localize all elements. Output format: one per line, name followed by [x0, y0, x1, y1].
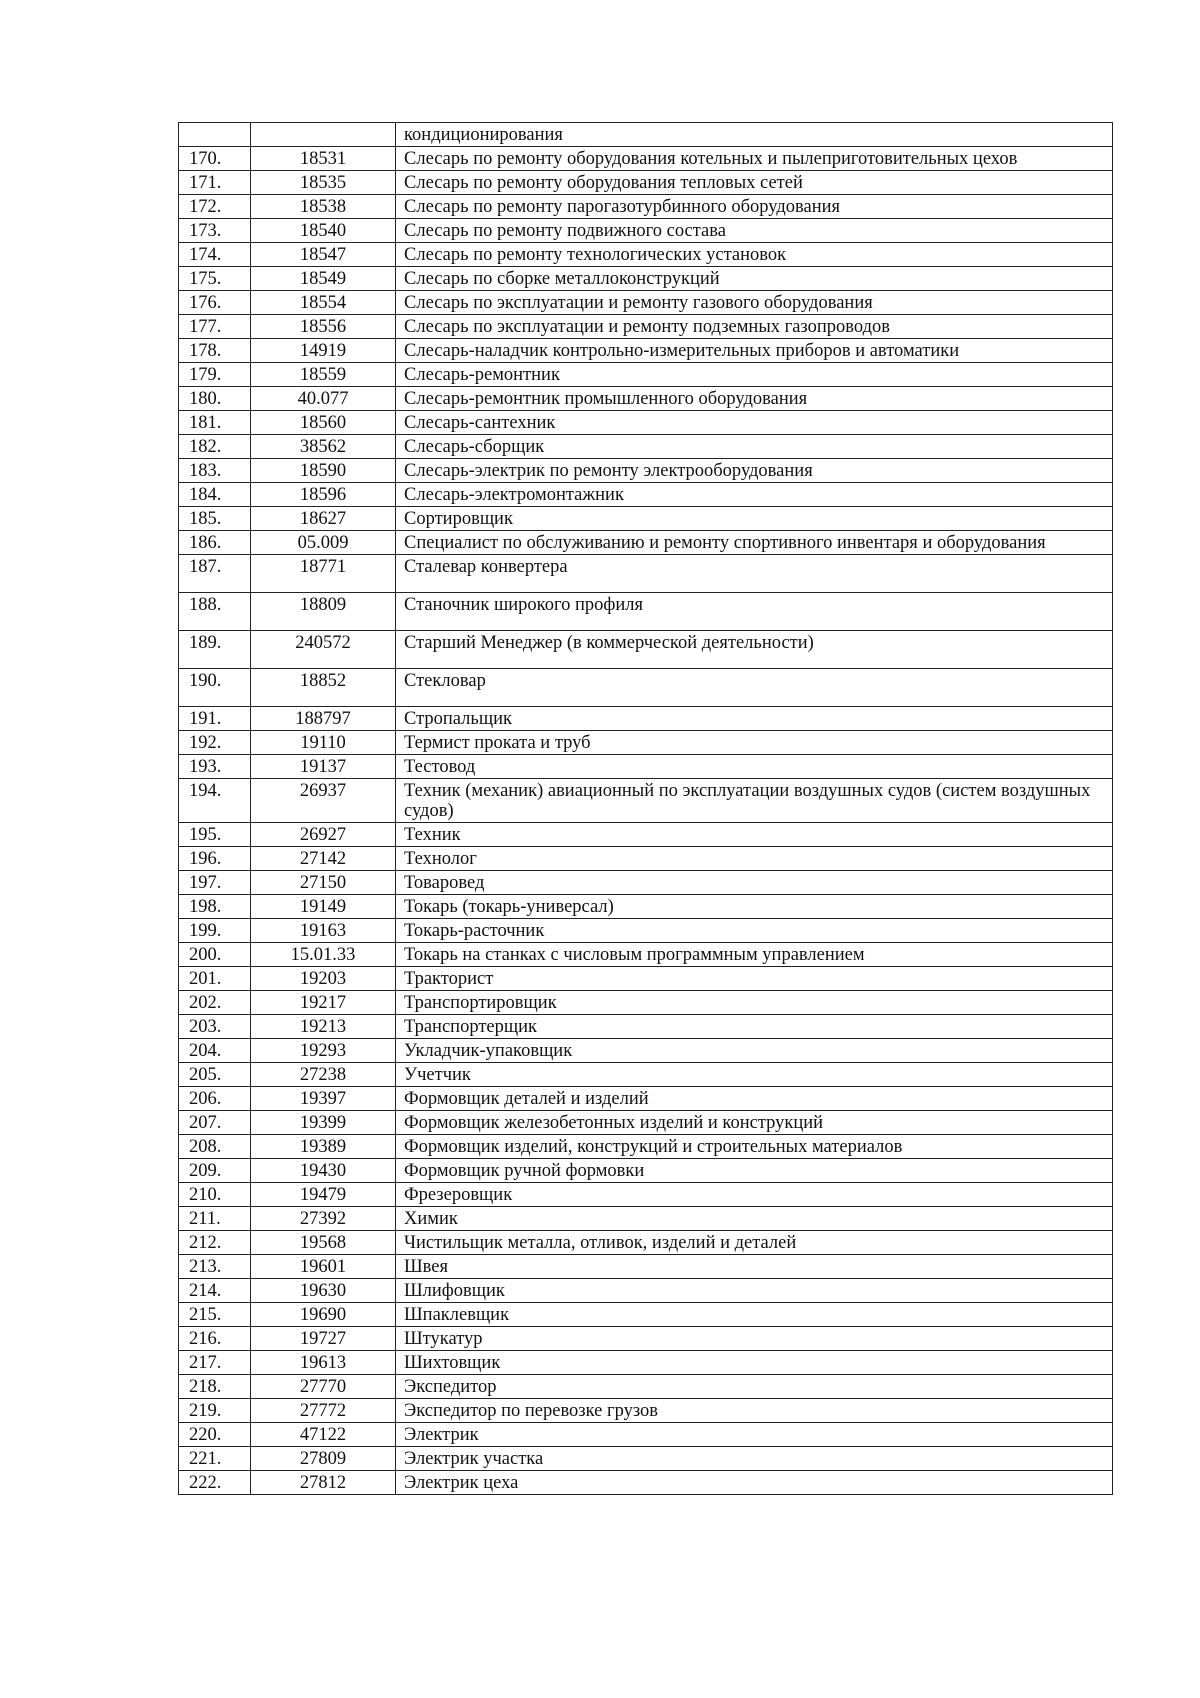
profession-code-cell: 18627 — [251, 507, 396, 531]
table-row — [179, 147, 1113, 171]
table-row — [179, 435, 1113, 459]
profession-name-cell: Старший Менеджер (в коммерческой деятельности) — [396, 631, 1113, 669]
table-row — [179, 459, 1113, 483]
profession-name-cell: Слесарь по эксплуатации и ремонту подземных газопроводов — [396, 315, 1113, 339]
profession-code-cell: 19137 — [251, 755, 396, 779]
profession-code-cell: 240572 — [251, 631, 396, 669]
row-number-cell: 185. — [179, 507, 251, 531]
row-number-cell: 218. — [179, 1375, 251, 1399]
row-number-cell: 221. — [179, 1447, 251, 1471]
table-row — [179, 171, 1113, 195]
table-row — [179, 1159, 1113, 1183]
table-row — [179, 823, 1113, 847]
profession-code-cell: 18559 — [251, 363, 396, 387]
profession-name-cell: Сталевар конвертера — [396, 555, 1113, 593]
table-row — [179, 195, 1113, 219]
profession-code-cell: 19110 — [251, 731, 396, 755]
profession-code-cell: 27150 — [251, 871, 396, 895]
profession-code-cell: 188797 — [251, 707, 396, 731]
professions-table-body — [179, 123, 1113, 1495]
profession-name-cell: Слесарь-ремонтник промышленного оборудования — [396, 387, 1113, 411]
profession-name-cell: Шпаклевщик — [396, 1303, 1113, 1327]
profession-code-cell: 19293 — [251, 1039, 396, 1063]
row-number-cell: 171. — [179, 171, 251, 195]
table-row — [179, 1015, 1113, 1039]
profession-code-cell: 18538 — [251, 195, 396, 219]
profession-name-cell: Станочник широкого профиля — [396, 593, 1113, 631]
row-number-cell: 182. — [179, 435, 251, 459]
profession-name-cell: Электрик участка — [396, 1447, 1113, 1471]
profession-name-cell: Швея — [396, 1255, 1113, 1279]
table-row — [179, 871, 1113, 895]
table-row — [179, 483, 1113, 507]
row-number-cell: 172. — [179, 195, 251, 219]
table-row — [179, 1327, 1113, 1351]
table-row — [179, 895, 1113, 919]
profession-code-cell: 18540 — [251, 219, 396, 243]
table-row — [179, 1399, 1113, 1423]
table-row — [179, 1087, 1113, 1111]
table-row — [179, 1351, 1113, 1375]
profession-name-cell: Технолог — [396, 847, 1113, 871]
profession-name-cell: Токарь (токарь-универсал) — [396, 895, 1113, 919]
profession-code-cell: 27772 — [251, 1399, 396, 1423]
row-number-cell: 173. — [179, 219, 251, 243]
profession-code-cell: 18547 — [251, 243, 396, 267]
profession-code-cell: 05.009 — [251, 531, 396, 555]
profession-name-cell: Формовщик деталей и изделий — [396, 1087, 1113, 1111]
row-number-cell: 204. — [179, 1039, 251, 1063]
profession-code-cell: 27809 — [251, 1447, 396, 1471]
profession-name-cell: Штукатур — [396, 1327, 1113, 1351]
table-row — [179, 1423, 1113, 1447]
profession-code-cell: 26927 — [251, 823, 396, 847]
row-number-cell: 220. — [179, 1423, 251, 1447]
row-number-cell: 200. — [179, 943, 251, 967]
profession-name-cell: Экспедитор по перевозке грузов — [396, 1399, 1113, 1423]
profession-name-cell: Специалист по обслуживанию и ремонту спортивного инвентаря и оборудования — [396, 531, 1113, 555]
table-row — [179, 731, 1113, 755]
table-row — [179, 593, 1113, 631]
row-number-cell: 190. — [179, 669, 251, 707]
table-row — [179, 243, 1113, 267]
profession-name-cell: Формовщик ручной формовки — [396, 1159, 1113, 1183]
profession-code-cell: 19389 — [251, 1135, 396, 1159]
profession-name-cell: кондиционирования — [396, 123, 1113, 147]
profession-code-cell: 27770 — [251, 1375, 396, 1399]
profession-code-cell: 19203 — [251, 967, 396, 991]
profession-code-cell: 19430 — [251, 1159, 396, 1183]
table-row — [179, 1255, 1113, 1279]
row-number-cell: 211. — [179, 1207, 251, 1231]
profession-code-cell: 19630 — [251, 1279, 396, 1303]
table-row — [179, 779, 1113, 823]
profession-name-cell: Стропальщик — [396, 707, 1113, 731]
row-number-cell — [179, 123, 251, 147]
row-number-cell: 187. — [179, 555, 251, 593]
profession-name-cell: Шихтовщик — [396, 1351, 1113, 1375]
profession-code-cell: 18549 — [251, 267, 396, 291]
row-number-cell: 216. — [179, 1327, 251, 1351]
row-number-cell: 194. — [179, 779, 251, 823]
profession-code-cell: 19397 — [251, 1087, 396, 1111]
profession-name-cell: Техник (механик) авиационный по эксплуатации воздушных судов (систем воздушных судов) — [396, 779, 1113, 823]
profession-name-cell: Токарь на станках с числовым программным управлением — [396, 943, 1113, 967]
profession-code-cell: 18809 — [251, 593, 396, 631]
profession-name-cell: Слесарь-наладчик контрольно-измерительных приборов и автоматики — [396, 339, 1113, 363]
profession-name-cell: Слесарь по ремонту технологических установок — [396, 243, 1113, 267]
table-row — [179, 967, 1113, 991]
row-number-cell: 207. — [179, 1111, 251, 1135]
table-row — [179, 219, 1113, 243]
profession-code-cell: 18531 — [251, 147, 396, 171]
row-number-cell: 170. — [179, 147, 251, 171]
profession-code-cell: 19213 — [251, 1015, 396, 1039]
row-number-cell: 198. — [179, 895, 251, 919]
row-number-cell: 175. — [179, 267, 251, 291]
profession-code-cell: 19690 — [251, 1303, 396, 1327]
table-row — [179, 1039, 1113, 1063]
profession-name-cell: Тракторист — [396, 967, 1113, 991]
row-number-cell: 180. — [179, 387, 251, 411]
table-row — [179, 1207, 1113, 1231]
profession-name-cell: Чистильщик металла, отливок, изделий и деталей — [396, 1231, 1113, 1255]
profession-code-cell: 40.077 — [251, 387, 396, 411]
profession-name-cell: Химик — [396, 1207, 1113, 1231]
profession-name-cell: Слесарь по ремонту подвижного состава — [396, 219, 1113, 243]
row-number-cell: 181. — [179, 411, 251, 435]
table-row — [179, 943, 1113, 967]
profession-code-cell: 19399 — [251, 1111, 396, 1135]
row-number-cell: 184. — [179, 483, 251, 507]
table-row — [179, 847, 1113, 871]
table-row — [179, 291, 1113, 315]
table-row — [179, 1375, 1113, 1399]
table-row — [179, 555, 1113, 593]
profession-name-cell: Электрик цеха — [396, 1471, 1113, 1495]
profession-name-cell: Слесарь-электромонтажник — [396, 483, 1113, 507]
row-number-cell: 176. — [179, 291, 251, 315]
profession-code-cell: 27238 — [251, 1063, 396, 1087]
profession-name-cell: Экспедитор — [396, 1375, 1113, 1399]
table-row — [179, 1231, 1113, 1255]
profession-name-cell: Транспортировщик — [396, 991, 1113, 1015]
profession-code-cell: 18590 — [251, 459, 396, 483]
table-row — [179, 1111, 1113, 1135]
table-row — [179, 919, 1113, 943]
table-row — [179, 1471, 1113, 1495]
table-row — [179, 531, 1113, 555]
profession-code-cell: 18560 — [251, 411, 396, 435]
table-row — [179, 1447, 1113, 1471]
row-number-cell: 219. — [179, 1399, 251, 1423]
profession-name-cell: Товаровед — [396, 871, 1113, 895]
profession-name-cell: Слесарь по ремонту парогазотурбинного оборудования — [396, 195, 1113, 219]
profession-code-cell: 19479 — [251, 1183, 396, 1207]
row-number-cell: 174. — [179, 243, 251, 267]
row-number-cell: 203. — [179, 1015, 251, 1039]
row-number-cell: 213. — [179, 1255, 251, 1279]
profession-name-cell: Слесарь по эксплуатации и ремонту газового оборудования — [396, 291, 1113, 315]
table-row — [179, 1183, 1113, 1207]
profession-code-cell: 27392 — [251, 1207, 396, 1231]
profession-name-cell: Токарь-расточник — [396, 919, 1113, 943]
profession-code-cell: 26937 — [251, 779, 396, 823]
profession-code-cell: 19568 — [251, 1231, 396, 1255]
profession-name-cell: Учетчик — [396, 1063, 1113, 1087]
row-number-cell: 215. — [179, 1303, 251, 1327]
row-number-cell: 179. — [179, 363, 251, 387]
profession-name-cell: Сортировщик — [396, 507, 1113, 531]
row-number-cell: 212. — [179, 1231, 251, 1255]
row-number-cell: 208. — [179, 1135, 251, 1159]
table-row — [179, 1063, 1113, 1087]
table-row — [179, 991, 1113, 1015]
profession-code-cell: 18556 — [251, 315, 396, 339]
profession-name-cell: Слесарь по сборке металлоконструкций — [396, 267, 1113, 291]
profession-code-cell: 18852 — [251, 669, 396, 707]
row-number-cell: 202. — [179, 991, 251, 1015]
row-number-cell: 217. — [179, 1351, 251, 1375]
row-number-cell: 214. — [179, 1279, 251, 1303]
profession-code-cell: 47122 — [251, 1423, 396, 1447]
professions-table — [178, 122, 1113, 1495]
row-number-cell: 201. — [179, 967, 251, 991]
row-number-cell: 177. — [179, 315, 251, 339]
row-number-cell: 196. — [179, 847, 251, 871]
profession-name-cell: Слесарь по ремонту оборудования тепловых сетей — [396, 171, 1113, 195]
profession-code-cell: 19217 — [251, 991, 396, 1015]
profession-code-cell: 19149 — [251, 895, 396, 919]
profession-name-cell: Слесарь-сборщик — [396, 435, 1113, 459]
table-row — [179, 339, 1113, 363]
table-row — [179, 631, 1113, 669]
row-number-cell: 199. — [179, 919, 251, 943]
table-row — [179, 669, 1113, 707]
profession-name-cell: Формовщик изделий, конструкций и строительных материалов — [396, 1135, 1113, 1159]
row-number-cell: 183. — [179, 459, 251, 483]
profession-name-cell: Техник — [396, 823, 1113, 847]
row-number-cell: 193. — [179, 755, 251, 779]
profession-code-cell: 15.01.33 — [251, 943, 396, 967]
row-number-cell: 195. — [179, 823, 251, 847]
row-number-cell: 186. — [179, 531, 251, 555]
row-number-cell: 197. — [179, 871, 251, 895]
table-row — [179, 507, 1113, 531]
table-row — [179, 1279, 1113, 1303]
table-row — [179, 411, 1113, 435]
table-row — [179, 123, 1113, 147]
row-number-cell: 206. — [179, 1087, 251, 1111]
row-number-cell: 209. — [179, 1159, 251, 1183]
profession-name-cell: Электрик — [396, 1423, 1113, 1447]
row-number-cell: 178. — [179, 339, 251, 363]
profession-code-cell: 19727 — [251, 1327, 396, 1351]
row-number-cell: 205. — [179, 1063, 251, 1087]
profession-name-cell: Укладчик-упаковщик — [396, 1039, 1113, 1063]
row-number-cell: 192. — [179, 731, 251, 755]
table-row — [179, 1135, 1113, 1159]
profession-code-cell: 27142 — [251, 847, 396, 871]
profession-code-cell: 14919 — [251, 339, 396, 363]
profession-name-cell: Слесарь по ремонту оборудования котельных и пылеприготовительных цехов — [396, 147, 1113, 171]
row-number-cell: 191. — [179, 707, 251, 731]
profession-code-cell: 18596 — [251, 483, 396, 507]
table-row — [179, 267, 1113, 291]
profession-code-cell: 38562 — [251, 435, 396, 459]
row-number-cell: 222. — [179, 1471, 251, 1495]
profession-name-cell: Слесарь-ремонтник — [396, 363, 1113, 387]
profession-code-cell: 19613 — [251, 1351, 396, 1375]
row-number-cell: 189. — [179, 631, 251, 669]
profession-name-cell: Термист проката и труб — [396, 731, 1113, 755]
profession-code-cell: 18771 — [251, 555, 396, 593]
profession-name-cell: Слесарь-электрик по ремонту электрооборудования — [396, 459, 1113, 483]
table-row — [179, 755, 1113, 779]
table-row — [179, 387, 1113, 411]
profession-code-cell: 19601 — [251, 1255, 396, 1279]
table-row — [179, 1303, 1113, 1327]
table-row — [179, 363, 1113, 387]
profession-name-cell: Стекловар — [396, 669, 1113, 707]
table-row — [179, 315, 1113, 339]
profession-name-cell: Транспортерщик — [396, 1015, 1113, 1039]
profession-code-cell: 18554 — [251, 291, 396, 315]
table-row — [179, 707, 1113, 731]
row-number-cell: 188. — [179, 593, 251, 631]
profession-name-cell: Слесарь-сантехник — [396, 411, 1113, 435]
row-number-cell: 210. — [179, 1183, 251, 1207]
profession-name-cell: Шлифовщик — [396, 1279, 1113, 1303]
profession-code-cell: 27812 — [251, 1471, 396, 1495]
profession-name-cell: Тестовод — [396, 755, 1113, 779]
profession-name-cell: Фрезеровщик — [396, 1183, 1113, 1207]
profession-name-cell: Формовщик железобетонных изделий и конструкций — [396, 1111, 1113, 1135]
profession-code-cell — [251, 123, 396, 147]
profession-code-cell: 18535 — [251, 171, 396, 195]
profession-code-cell: 19163 — [251, 919, 396, 943]
